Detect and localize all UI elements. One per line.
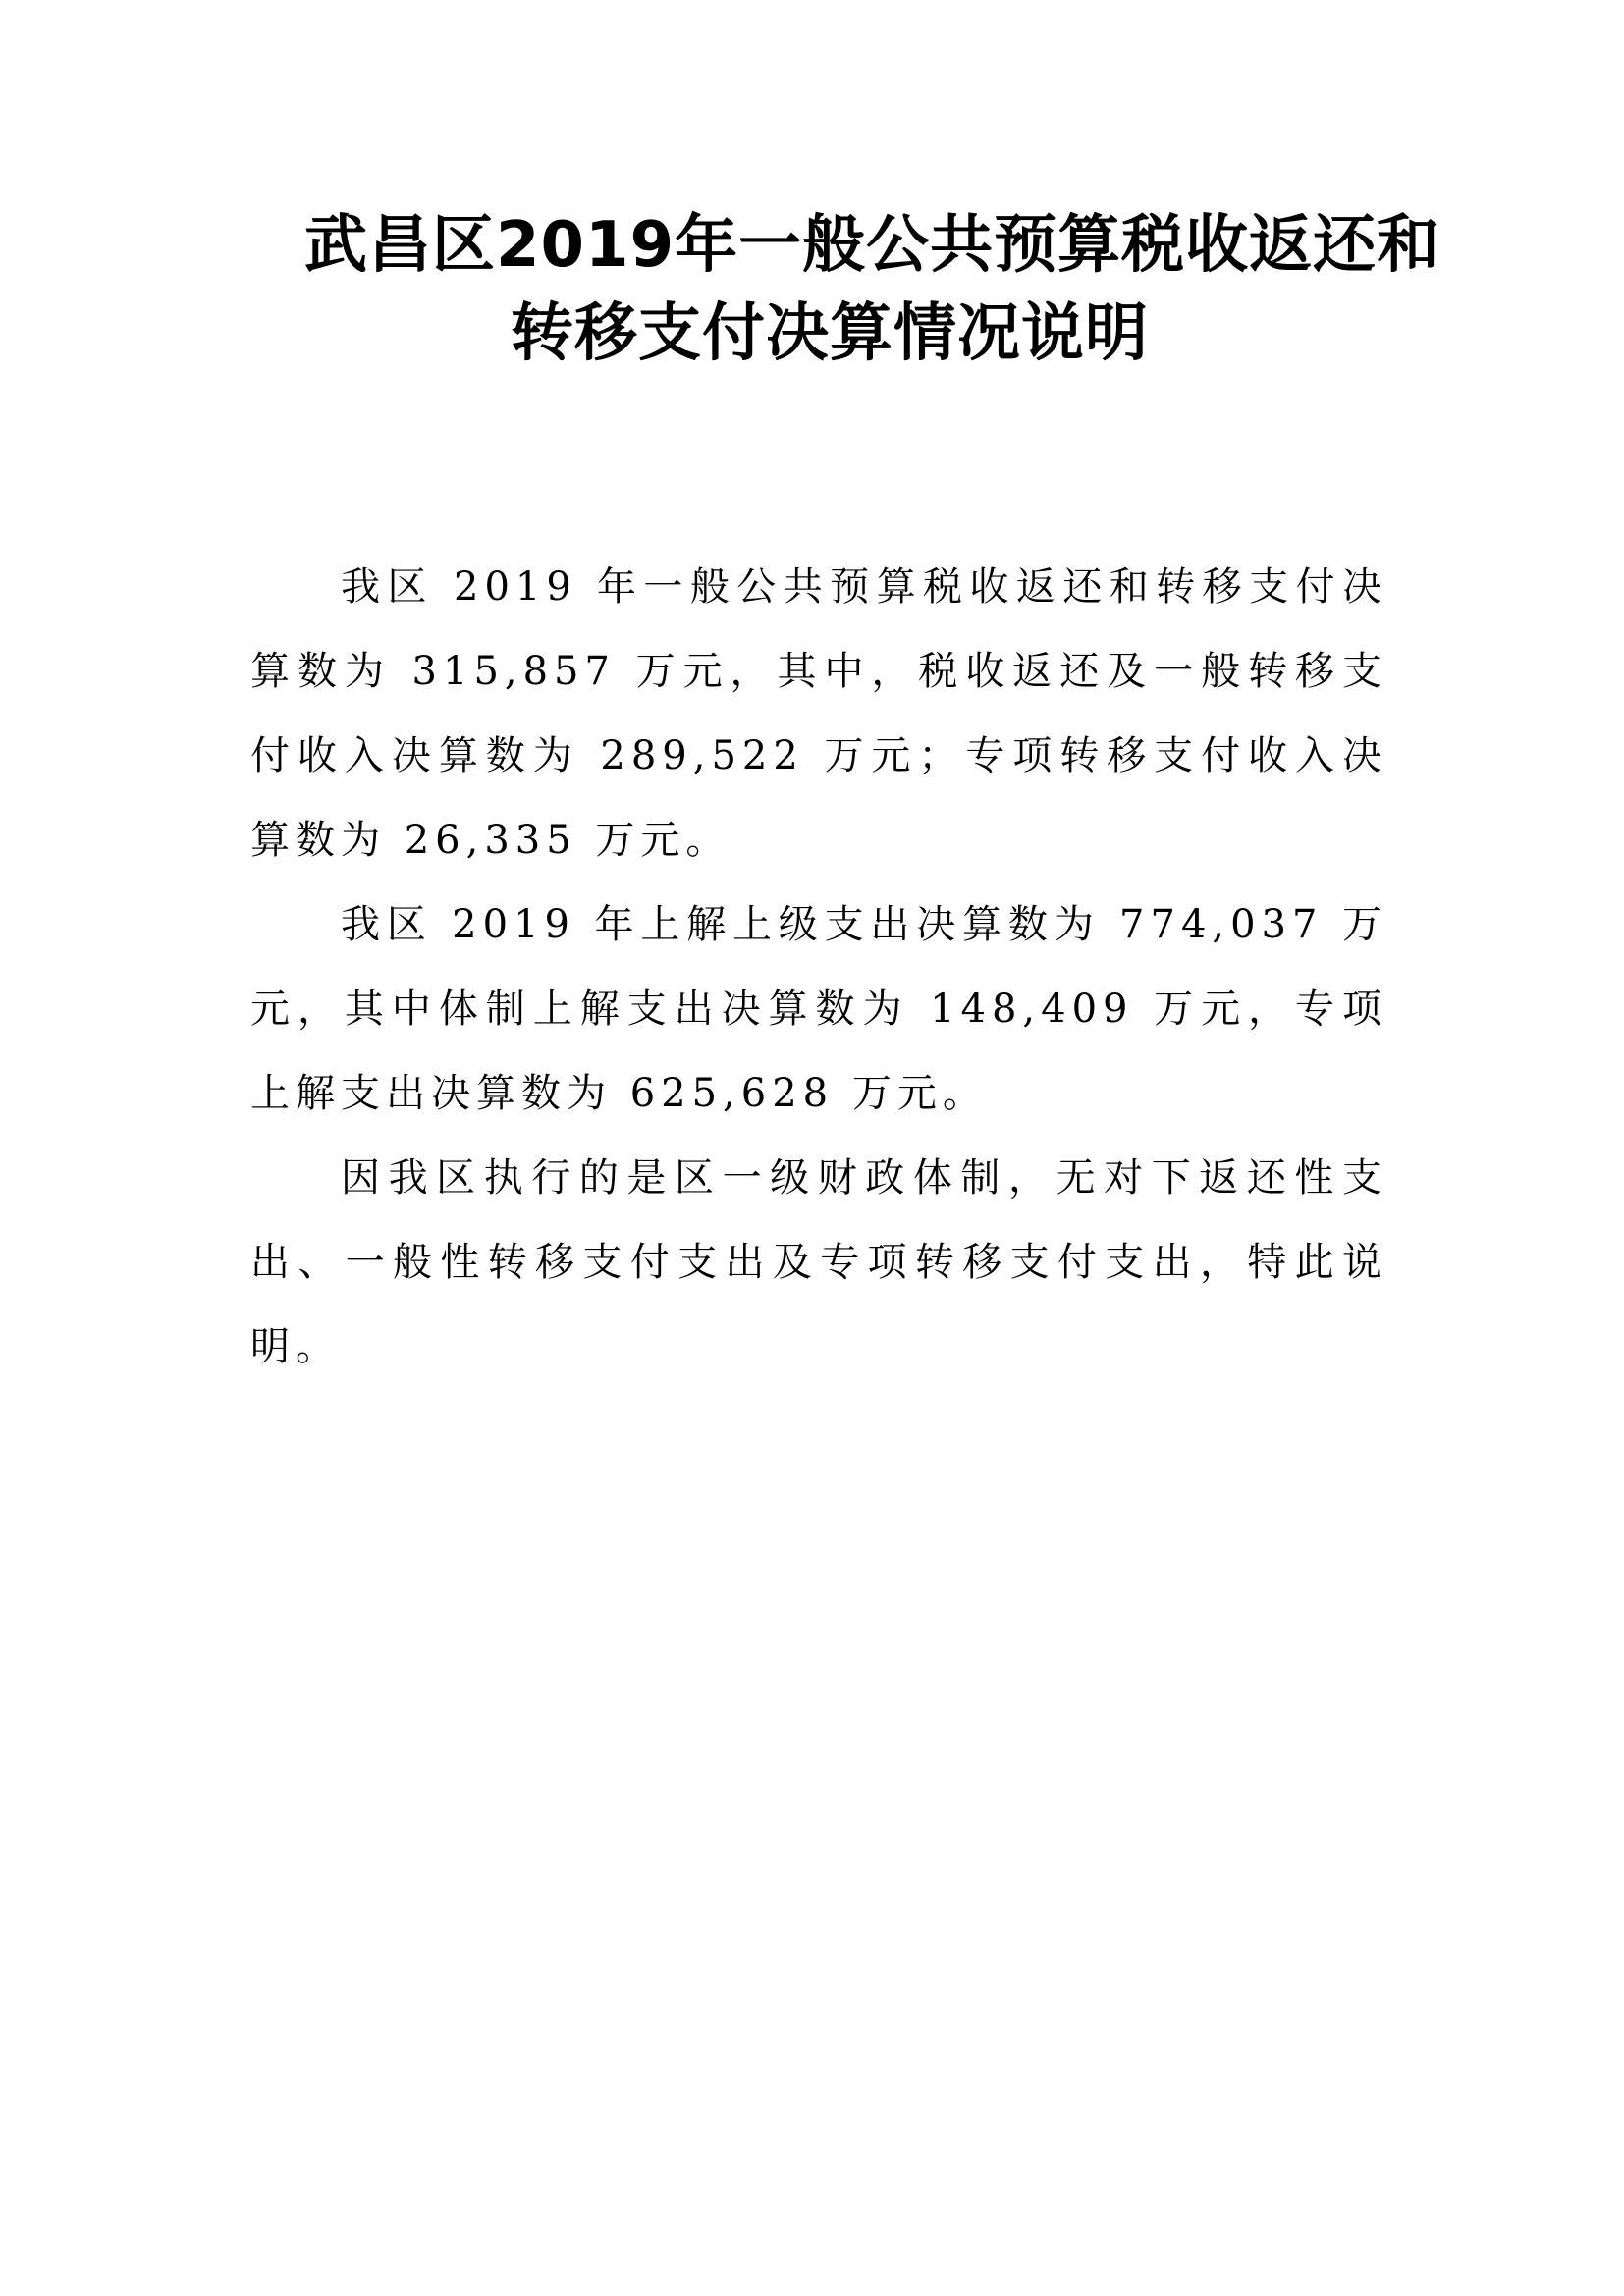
title-line-1: 武昌区2019年一般公共预算税收返还和 — [304, 209, 1441, 282]
paragraph-fiscal-system-note: 因我区执行的是区一级财政体制，无对下返还性支出、一般性转移支付支出及专项转移支付支出，特此说明。 — [250, 1155, 1387, 1369]
paragraph-transfer-revenue: 我区 2019 年一般公共预算税收返还和转移支付决算数为 315,857 万元，其中，税收返还及一般转移支付收入决算数为 289,522 万元；专项转移支付收入决算数为 26,335 万元。 — [250, 564, 1387, 863]
document-body — [250, 545, 1387, 1389]
document-title — [236, 201, 1441, 378]
paragraph-remittance-expenditure: 我区 2019 年上解上级支出决算数为 774,037 万元，其中体制上解支出决算数为 148,409 万元，专项上解支出决算数为 625,628 万元。 — [250, 902, 1387, 1116]
title-line-2: 转移支付决算情况说明 — [511, 297, 1149, 370]
